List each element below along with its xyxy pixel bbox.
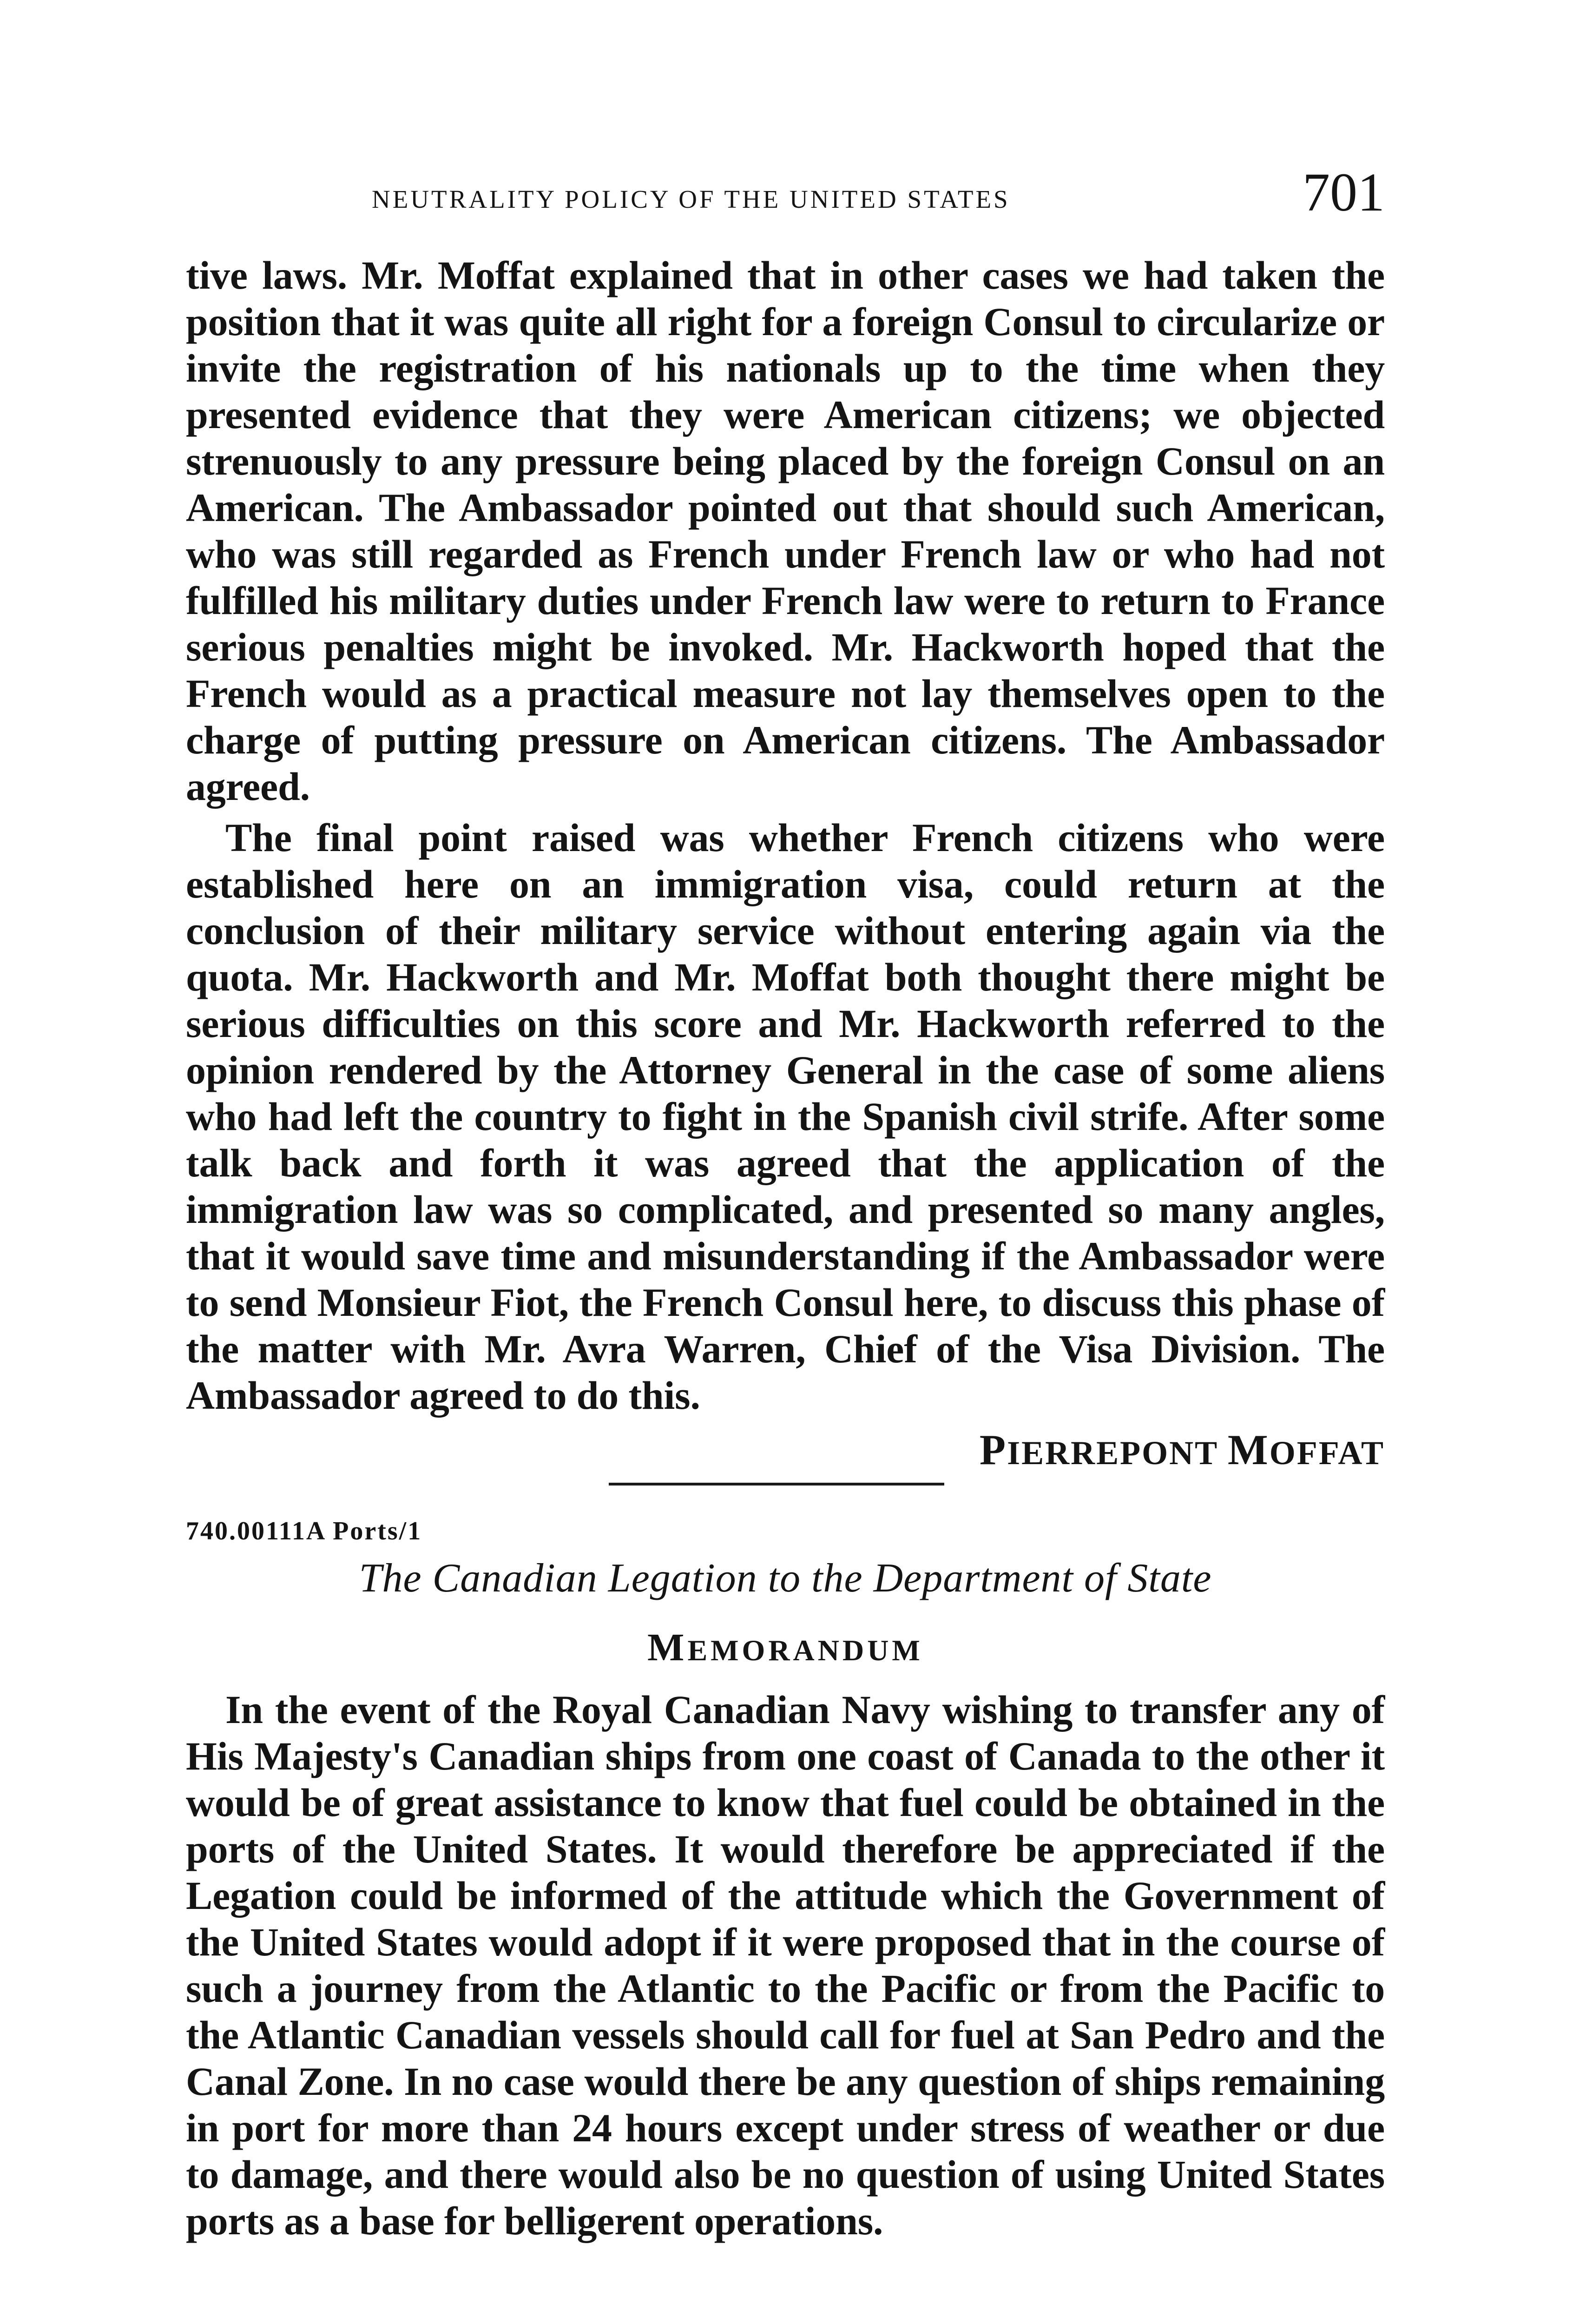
signature-first-initial: P xyxy=(979,1426,1007,1473)
page-number: 701 xyxy=(1303,162,1385,223)
section-divider xyxy=(609,1483,944,1486)
document-title: The Canadian Legation to the Department of State xyxy=(359,1556,1212,1601)
memorandum-heading-initial: M xyxy=(647,1626,688,1669)
signature-first-rest: IERREPONT xyxy=(1007,1434,1218,1472)
page-header xyxy=(186,162,1385,225)
signature-last-rest: OFFAT xyxy=(1269,1434,1385,1472)
running-head: NEUTRALITY POLICY OF THE UNITED STATES xyxy=(372,185,1010,213)
signature xyxy=(186,1425,1385,1474)
memorandum-heading-rest: EMORANDUM xyxy=(687,1634,923,1667)
memorandum-body: In the event of the Royal Canadian Navy wishing to transfer any of His Majesty's Canadian ships from one coast of Canada to the other it would be of great assistance to know that fuel could be obtained in the ports of the United States. It would therefore be appreciated if the Legation could be informed of the attitude which the Government of the United States would adopt if it were proposed that in the course of such a journey from the Atlantic to the Pacific or from the Pacific to the Atlantic Canadian vessels should call for fuel at San Pedro and the Canal Zone. In no case would there be any question of ships remaining in port for more than 24 hours except under stress of weather or due to damage, and there would also be no question of using United States ports as a base for belligerent operations. xyxy=(186,1687,1385,2243)
memorandum-heading xyxy=(186,1625,1385,1670)
paragraph-continuation: tive laws. Mr. Moffat explained that in other cases we had taken the position that it was quite all right for a foreign Consul to circularize or invite the registration of his nationals up to the time when they presented evidence that they were American citizens; we objected strenuously to any pressure being placed by the foreign Consul on an American. The Ambassador pointed out that should such American, who was still regarded as French under French law or who had not fulfilled his military duties under French law were to return to France serious penalties might be invoked. Mr. Hackworth hoped that the French would as a practical measure not lay themselves open to the charge of putting pressure on American citizens. The Ambassador agreed. xyxy=(186,253,1385,809)
file-reference: 740.00111A Ports/1 xyxy=(186,1517,422,1545)
signature-last-initial: M xyxy=(1227,1426,1270,1473)
paragraph-final-point: The final point raised was whether French citizens who were established here on an immigration visa, could return at the conclusion of their military service without entering again via the quota. Mr. Hackworth and Mr. Moffat both thought there might be serious difficulties on this score and Mr. Hackworth referred to the opinion rendered by the Attorney General in the case of some aliens who had left the country to fight in the Spanish civil strife. After some talk back and forth it was agreed that the application of the immigration law was so complicated, and presented so many angles, that it would save time and misunderstanding if the Ambassador were to send Monsieur Fiot, the French Consul here, to discuss this phase of the matter with Mr. Avra Warren, Chief of the Visa Division. The Ambassador agreed to do this. xyxy=(186,815,1385,1418)
